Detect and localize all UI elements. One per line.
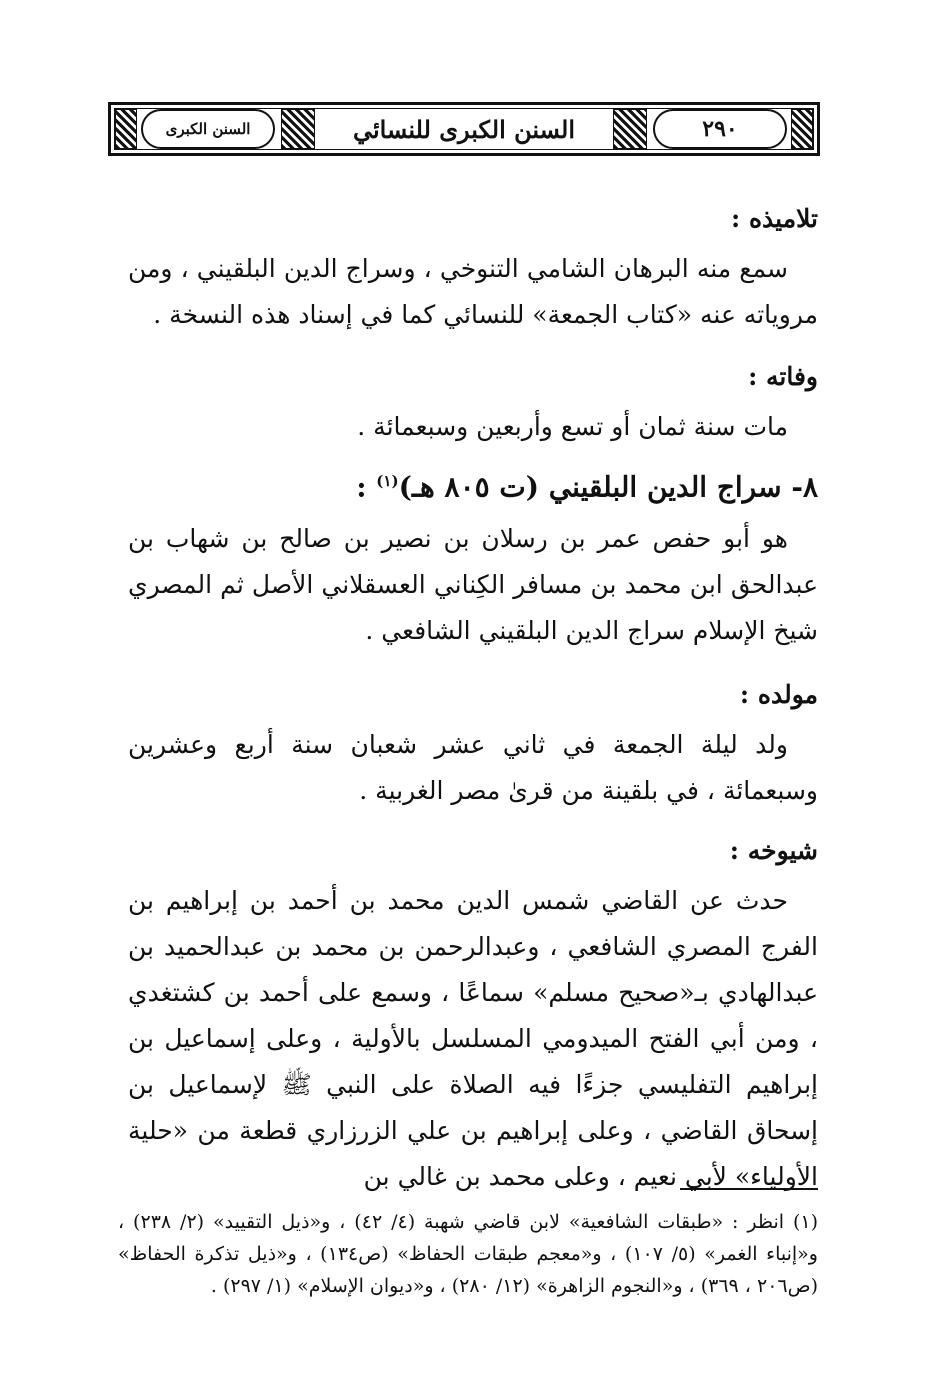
- ornament-right-inner: [613, 109, 647, 149]
- paragraph-teachers: حدث عن القاضي شمس الدين محمد بن أحمد بن إبراهيم بن الفرج المصري الشافعي ، وعبدالرحمن بن محمد بن عبدالحميد بن عبدالهادي بـ«صحيح مسلم» سماعًا ، وسمع على أحمد بن كشتغدي ، ومن أبي الفتح الميدومي المسلسل بالأولية ، وعلى إسماعيل بن إبراهيم التفليسي جزءًا فيه الصلاة على النبي ﷺ لإسماعيل بن إسحاق القاضي ، وعلى إبراهيم بن علي الزرزاري قطعة من «حلية الأولياء» لأبي نعيم ، وعلى محمد بن غالي بن: [128, 886, 818, 1191]
- ornament-right-outer: [791, 109, 813, 149]
- page-number: ٢٩٠: [702, 116, 738, 142]
- footnote: (١) انظر : «طبقات الشافعية» لابن قاضي شهبة (٤/ ٤٢) ، و«ذيل التقييد» (٢/ ٢٣٨) ، و«إنباء الغمر» (٥/ ١٠٧) ، و«معجم طبقات الحفاظ» (ص١٣٤) ، و«ذيل تذكرة الحفاظ» (ص٢٠٦ ، ٣٦٩) ، و«النجوم الزاهرة» (١٢/ ٢٨٠) ، و«ديوان الإسلام» (١/ ٢٩٧) .: [118, 1211, 818, 1297]
- book-seal: [141, 109, 275, 149]
- ornament-left-outer: [115, 109, 137, 149]
- page-number-badge: [653, 109, 787, 149]
- book-seal-text: السنن الكبرى: [165, 120, 251, 138]
- ornament-left-inner: [281, 109, 315, 149]
- paragraph-birth: ولد ليلة الجمعة في ثاني عشر شعبان سنة أربع وعشرين وسبعمائة ، في بلقينة من قرىٰ مصر الغربية .: [128, 730, 818, 805]
- paragraph-death: مات سنة ثمان أو تسع وأربعين وسبعمائة .: [357, 412, 788, 441]
- section-title-text: ٨- سراج الدين البلقيني (ت ٨٠٥ هـ): [398, 470, 818, 504]
- heading-death: وفاته :: [748, 362, 818, 391]
- section-title: [128, 458, 818, 510]
- section-title-colon: :: [356, 470, 377, 504]
- heading-birth: مولده :: [739, 680, 818, 709]
- paragraph-students: سمع منه البرهان الشامي التنوخي ، وسراج الدين البلقيني ، ومن مروياته عنه «كتاب الجمعة» للنسائي كما في إسناد هذه النسخة .: [128, 254, 818, 329]
- heading-students: تلاميذه :: [731, 204, 818, 233]
- paragraph-bio: هو أبو حفص عمر بن رسلان بن نصير بن صالح بن شهاب بن عبدالحق ابن محمد بن مسافر الكِناني العسقلاني الأصل ثم المصري شيخ الإسلام سراج الدين البلقيني الشافعي .: [128, 524, 818, 645]
- footnote-ref: (١): [376, 472, 399, 490]
- running-title: السنن الكبرى للنسائي: [352, 114, 576, 144]
- footnote-separator: [680, 1188, 818, 1190]
- page-header: [108, 102, 820, 156]
- heading-teachers: شيوخه :: [729, 836, 818, 865]
